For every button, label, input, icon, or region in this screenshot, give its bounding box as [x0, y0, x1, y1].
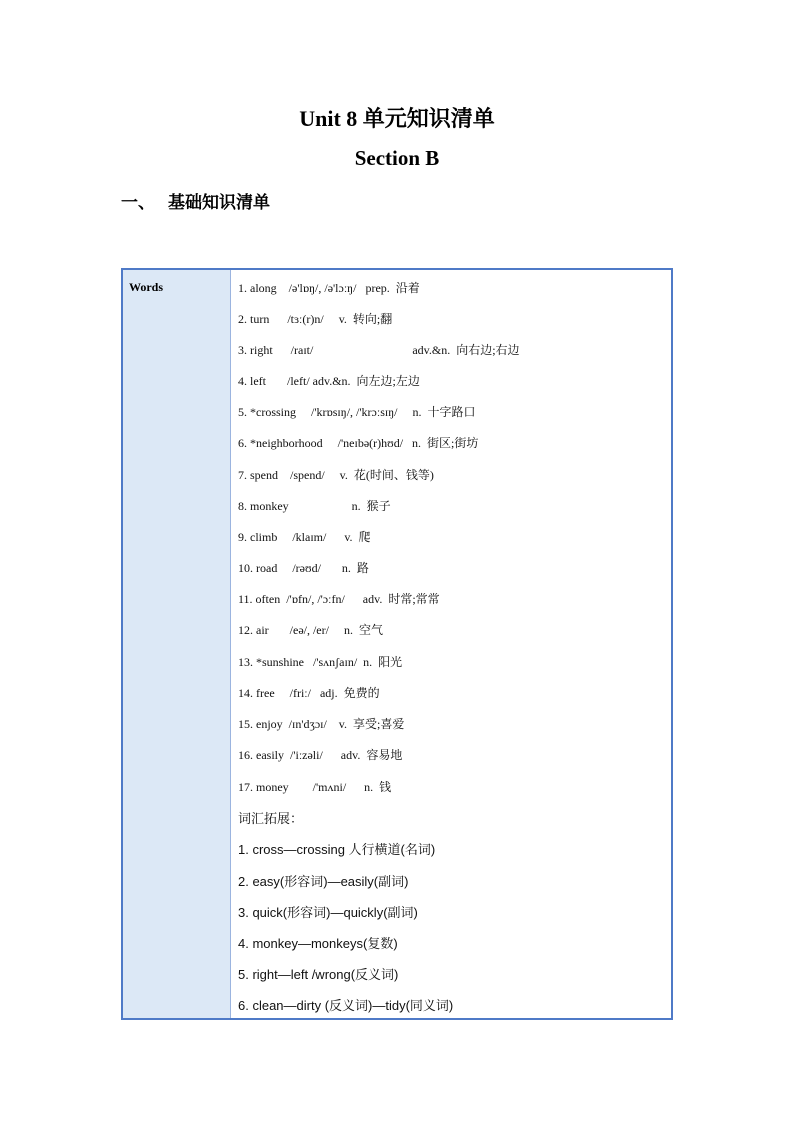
expansion-item: 2. easy(形容词)—easily(副词) [238, 874, 409, 889]
word-item: 1. along /ə'lɒŋ/, /ə'lɔːŋ/ prep. 沿着 [238, 281, 420, 295]
word-item: 15. enjoy /ɪn'dʒɔɪ/ v. 享受;喜爱 [238, 717, 405, 731]
word-item: 14. free /friː/ adj. 免费的 [238, 686, 380, 700]
word-item: 11. often /'ɒfn/, /'ɔːfn/ adv. 时常;常常 [238, 592, 440, 606]
word-item: 3. right /raɪt/ adv.&n. 向右边;右边 [238, 343, 520, 357]
expansion-item: 6. clean—dirty (反义词)—tidy(同义词) [238, 998, 454, 1013]
section-title: 基础知识清单 [168, 193, 270, 213]
section-number: 一、 [121, 193, 155, 213]
word-item: 8. monkey n. 猴子 [238, 499, 391, 513]
expansion-item: 3. quick(形容词)—quickly(副词) [238, 905, 418, 920]
page-title: Unit 8 单元知识清单 [299, 106, 495, 131]
section-subtitle: Section B [354, 146, 440, 170]
word-item: 2. turn /tɜː(r)n/ v. 转向;翻 [238, 312, 393, 326]
table-content-cell [231, 270, 671, 1018]
expansion-item: 5. right—left /wrong(反义词) [238, 967, 399, 982]
expansion-title: 词汇拓展： [238, 811, 304, 826]
expansion-item: 4. monkey—monkeys(复数) [238, 936, 398, 951]
expansion-item: 1. cross—crossing 人行横道(名词) [238, 842, 436, 857]
word-item: 9. climb /klaɪm/ v. 爬 [238, 530, 371, 544]
word-item: 4. left /left/ adv.&n. 向左边;左边 [238, 374, 420, 388]
word-item: 16. easily /'iːzəli/ adv. 容易地 [238, 748, 403, 762]
word-item: 7. spend /spend/ v. 花(时间、钱等) [238, 468, 434, 482]
section-heading [121, 188, 270, 213]
word-item: 5. *crossing /'krɒsɪŋ/, /'krɔːsɪŋ/ n. 十字路口 [238, 405, 476, 419]
word-item: 6. *neighborhood /'neɪbə(r)hʊd/ n. 街区;街坊 [238, 436, 479, 450]
word-item: 13. *sunshine /'sʌnʃaɪn/ n. 阳光 [238, 655, 403, 669]
vocabulary-table [121, 268, 673, 1020]
word-item: 12. air /eə/, /er/ n. 空气 [238, 623, 383, 637]
table-label-cell: Words [123, 270, 231, 1018]
word-item: 17. money /'mʌni/ n. 钱 [238, 780, 392, 794]
word-item: 10. road /rəʊd/ n. 路 [238, 561, 369, 575]
